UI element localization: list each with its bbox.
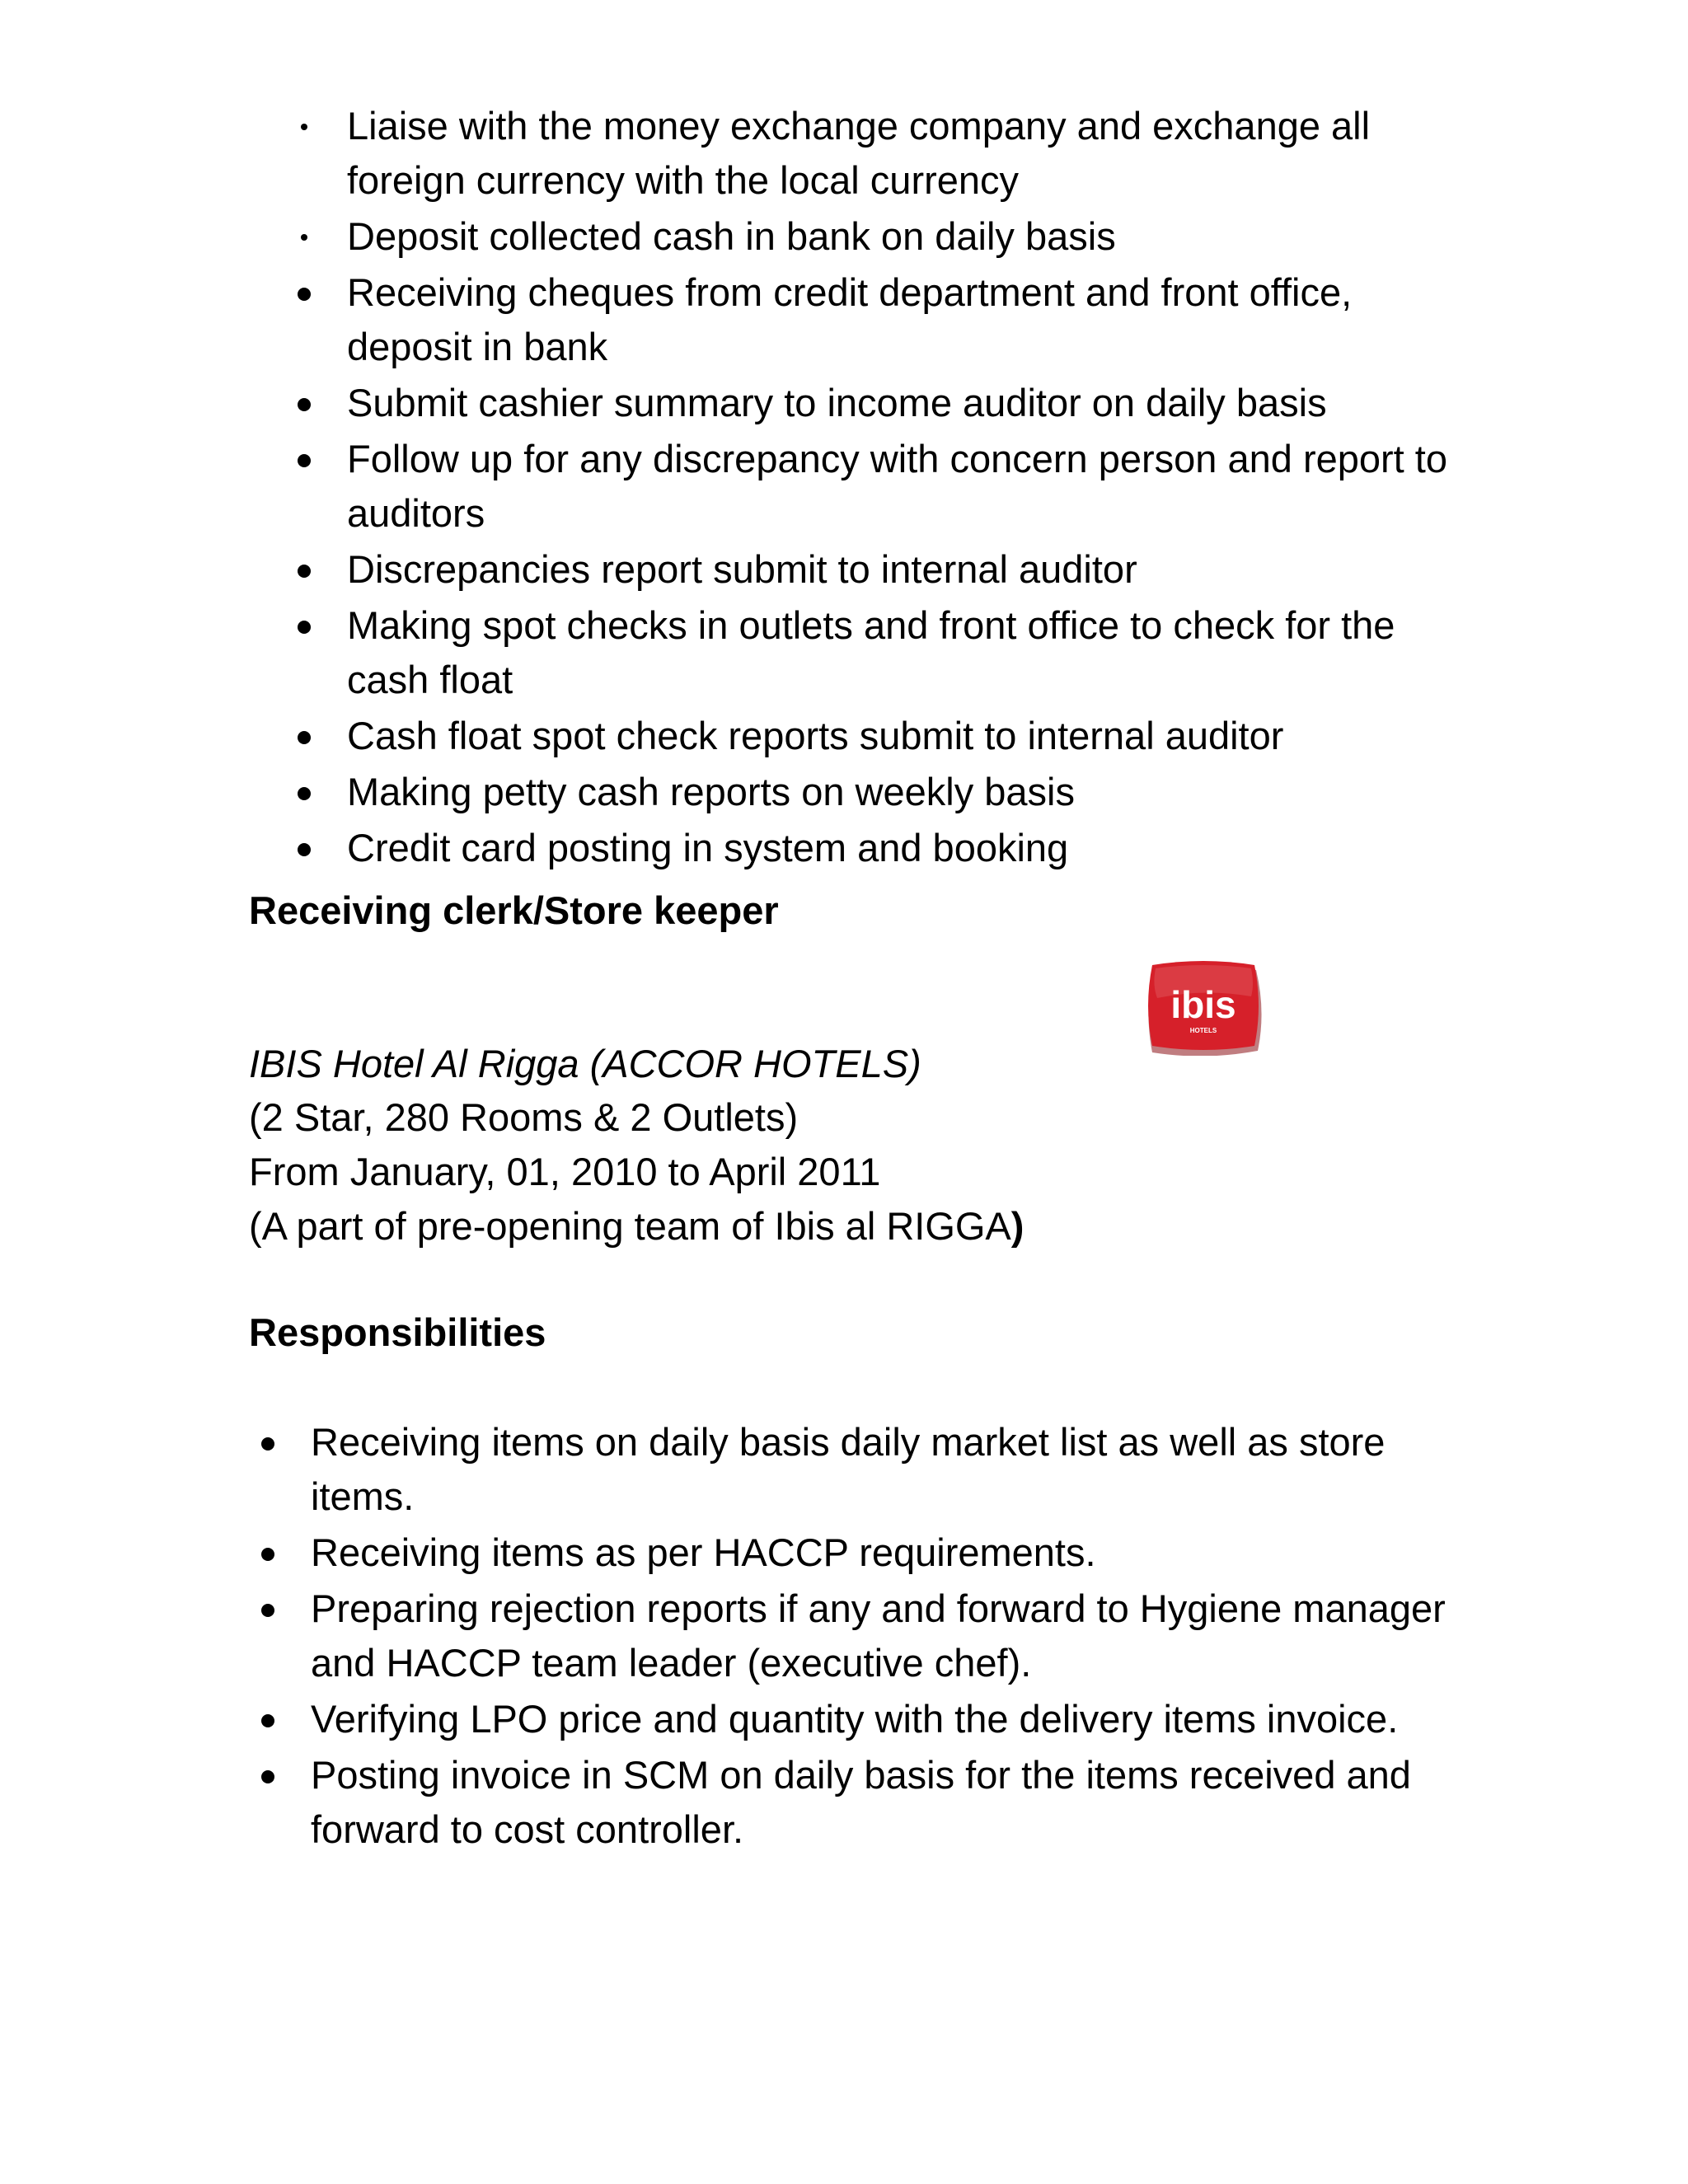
- responsibilities-list: [311, 1415, 1448, 1858]
- list-item: Receiving items on daily basis daily market list as well as store items.: [311, 1415, 1448, 1524]
- list-item: Receiving items as per HACCP requirements.: [311, 1526, 1448, 1580]
- list-item: Receiving cheques from credit department and front office, deposit in bank: [347, 265, 1451, 374]
- list-item: Making spot checks in outlets and front office to check for the cash float: [347, 598, 1451, 707]
- bullet-icon: [298, 288, 311, 301]
- list-item: Discrepancies report submit to internal auditor: [347, 542, 1451, 597]
- list-item: Cash float spot check reports submit to internal auditor: [347, 709, 1451, 763]
- list-item: Verifying LPO price and quantity with the delivery items invoice.: [311, 1692, 1448, 1746]
- list-item: Preparing rejection reports if any and forward to Hygiene manager and HACCP team leader (executive chef).: [311, 1582, 1448, 1690]
- bullet-icon: [261, 1548, 274, 1561]
- bullet-icon: [301, 124, 307, 130]
- bullet-icon: [298, 787, 311, 800]
- bullet-icon: [298, 843, 311, 856]
- list-item: Deposit collected cash in bank on daily basis: [347, 209, 1451, 264]
- company-name: IBIS Hotel Al Rigga (ACCOR HOTELS): [249, 1042, 921, 1085]
- bullet-icon: [298, 565, 311, 578]
- bullet-icon: [261, 1770, 274, 1783]
- employment-period: From January, 01, 2010 to April 2011: [249, 1150, 881, 1193]
- pre-opening-note: (A part of pre-opening team of Ibis al RIGGA): [249, 1204, 1025, 1248]
- bullet-icon: [298, 454, 311, 467]
- bullet-icon: [298, 621, 311, 634]
- hotel-details: (2 Star, 280 Rooms & 2 Outlets): [249, 1095, 799, 1139]
- bullet-icon: [261, 1604, 274, 1617]
- bullet-icon: [298, 398, 311, 411]
- list-item: Posting invoice in SCM on daily basis for the items received and forward to cost controller.: [311, 1748, 1448, 1857]
- list-item: Follow up for any discrepancy with concern person and report to auditors: [347, 432, 1451, 541]
- logo-wordmark: ibis: [1170, 983, 1236, 1026]
- ibis-logo: [1144, 960, 1263, 1056]
- list-item: Making petty cash reports on weekly basis: [347, 765, 1451, 819]
- logo-subtext: HOTELS: [1189, 1027, 1217, 1034]
- list-item: Submit cashier summary to income auditor on daily basis: [347, 376, 1451, 430]
- bullet-icon: [261, 1437, 274, 1451]
- list-item: Credit card posting in system and booking: [347, 821, 1451, 875]
- bullet-icon: [301, 234, 307, 241]
- bullet-icon: [261, 1714, 274, 1727]
- list-item: Liaise with the money exchange company and exchange all foreign currency with the local currency: [347, 99, 1451, 208]
- cashier-duties-list: [347, 99, 1451, 877]
- bullet-icon: [298, 731, 311, 744]
- responsibilities-heading: Responsibilities: [249, 1310, 546, 1354]
- job-title: Receiving clerk/Store keeper: [249, 888, 779, 932]
